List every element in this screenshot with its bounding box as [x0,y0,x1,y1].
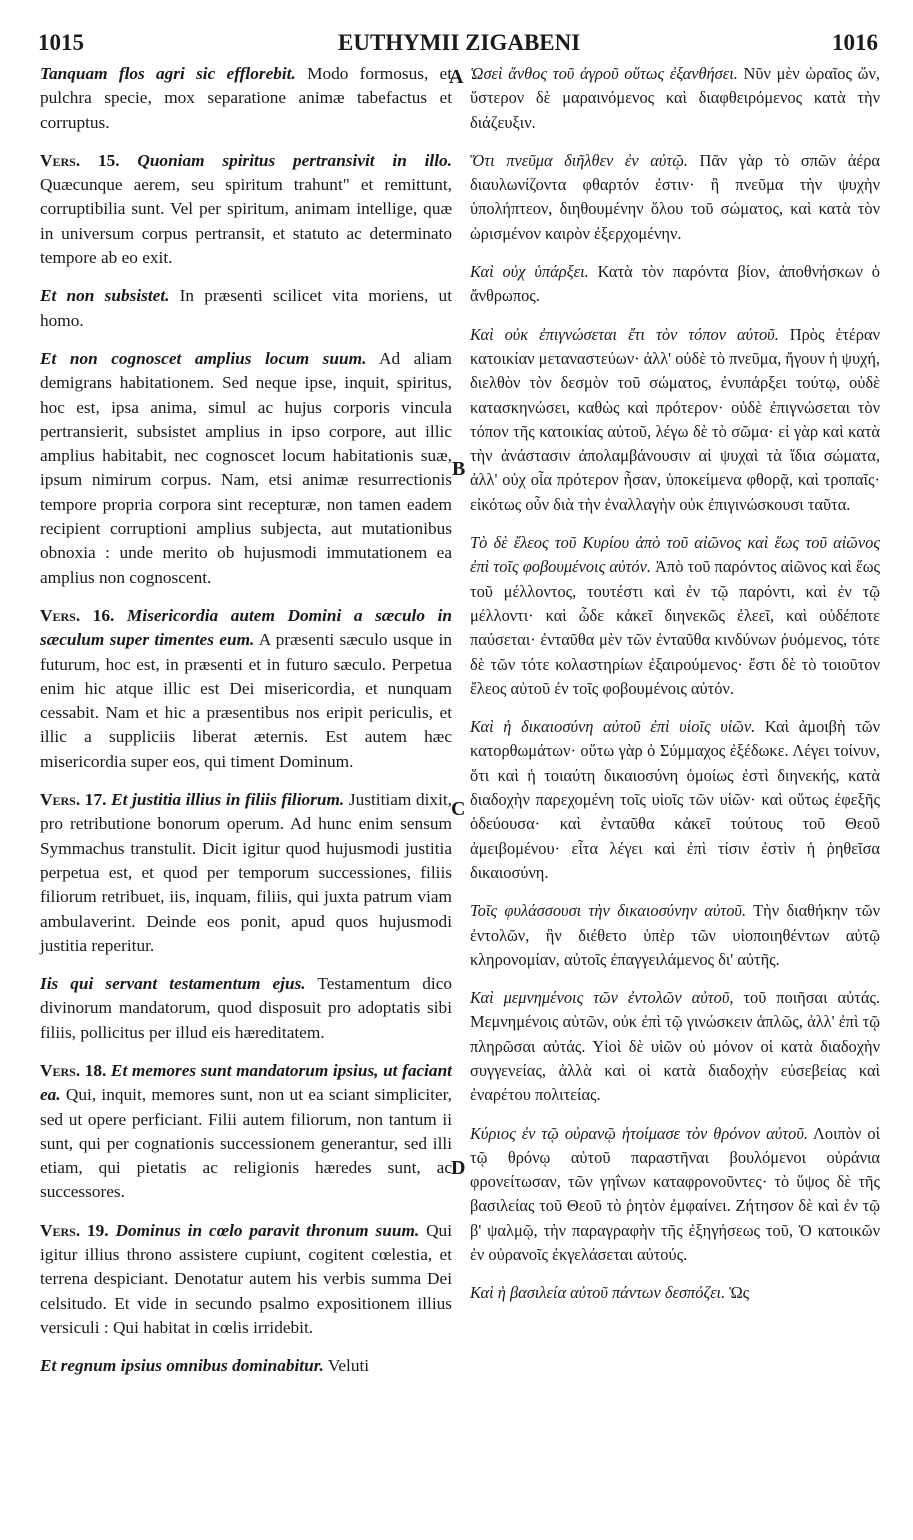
commentary-text: In præsenti scilicet vita moriens, ut homo. [40,286,453,330]
greek-lemma: Κύριος ἐν τῷ οὐρανῷ ἡτοίμασε τὸν θρόνον αὐτοῦ. [470,1123,808,1143]
verse-lemma: Et non cognoscet amplius locum suum. [40,348,367,368]
latin-paragraph [40,149,452,270]
greek-lemma: Τὸ δὲ ἔλεος τοῦ Κυρίου ἀπὸ τοῦ αἰῶνος καὶ ἕως τοῦ αἰῶνος ἐπὶ τοῖς φοβουμένοις αὐτόν. [470,533,880,577]
commentary-text: Testamentum dico divinorum mandatorum, quod disposuit pro adoptatis sibi filiis, pollicitus per illud eis hæreditatem. [40,974,453,1042]
commentary-text: Modo formosus, et pulchra specie, mox separatione animæ tabefactus et corruptus. [40,64,453,132]
paragraph-text [40,788,452,958]
greek-lemma: Καὶ μεμνημένοις τῶν ἐντολῶν αὐτοῦ, [470,988,734,1008]
verse-lemma: Dominus in cœlo paravit thronum suum. [108,1220,420,1240]
greek-commentary-text: Κατὰ τὸν παρόντα βίον, ἀποθνήσκων ὁ ἄνθρωπος. [470,262,880,306]
commentary-text: Ad aliam demigrans habitationem. Sed neque ipse, inquit, spiritus, hoc est, ipsa anima, simul ac hujus corporis vincula pertransierit, subsistet amplius in ipso corpore, aut illic amplius habitabit, nec cognoscet locum habitationis suæ, ipsum nimirum corpus. Nam, etsi animæ resurrectionis tempore propria corpora sint recepturæ, non tamen eadem recipient corruptioni amplius subjecta, aut mutationibus obnoxia : unde merito ob hujusmodi immutationem ea amplius non cognoscent. [40,348,452,587]
greek-lemma: Καὶ οὐχ ὑπάρξει. [470,262,589,282]
greek-column [470,62,880,1320]
greek-commentary-text: Πρὸς ἑτέραν κατοικίαν μεταναστεύων· ἀλλ' οὐδὲ τὸ πνεῦμα, ἤγουν ἡ ψυχή, διελθὸν τὸν δεσμὸν τοῦ σώματος, ἐνυπάρξει τούτῳ, οὐδὲ κατασκηνώσει, καθὼς καὶ πρότερον· οὐδὲ ἐπιγνώσεται τὸν τόπον τῆς κατοικίας αὐτοῦ, λέγω δὲ τὸ σῶμα· εἰ γὰρ καὶ κατὰ τὴν ἀνάστασιν ἀπολαμβάνουσιν αἱ ψυχαὶ τὰ ἴδια σώματα, ἀλλ' οὐχ οἷα πρότερον ἦσαν, ὑποκείμενα φθορᾷ, καὶ τροπαῖς· εἰκότως οὖν διὰ τὴν ἐναλλαγὴν οὐκ ἐπιγινώσκουσι ταῦτα. [470,324,880,514]
commentary-text: Veluti [323,1356,370,1376]
paragraph-text [40,347,452,590]
paragraph-text [40,284,452,333]
paragraph-text [470,899,880,972]
page-number-right: 1016 [832,30,878,55]
latin-paragraph [40,788,452,958]
margin-letter-d: D [451,1157,466,1179]
latin-paragraph [40,62,452,135]
paragraph-text [40,1219,452,1340]
greek-paragraph [470,986,880,1107]
paragraph-text [40,972,452,1045]
paragraph-text [40,1354,452,1378]
margin-letter-b: B [452,458,466,480]
paragraph-text [470,715,880,885]
latin-paragraph [40,1219,452,1340]
paragraph-text [470,260,880,309]
commentary-text: Justitiam dixit, pro retributione bonorum operum. Ad hunc enim sensum Symmachus transtulit. Dicit igitur quod hujusmodi justitia perpetua est, et quod per temporum successiones, filiis filiorum retribuet, iis, inquam, filiis, qui juxta patrum viam ambulaverint. Deinde eos ponit, apud quos hujusmodi justitia reperitur. [40,790,452,955]
verse-lemma: Et regnum ipsius omnibus dominabitur. [40,1356,324,1376]
paragraph-text [40,149,452,270]
greek-paragraph [470,531,880,701]
paragraph-text [470,1122,880,1268]
commentary-text: A præsenti sæculo usque in futurum, hoc est, in præsenti et in futuro sæculo. Perpetua enim hic atque illic est Dei misericordia, et nunquam cessabit. Nam et hic a præsentibus nos eripit periculis, et illic a suppliciis liberat æternis. Est autem hæc misericordia super eos, qui timent Dominum. [40,630,452,771]
greek-lemma: Καὶ ἡ δικαιοσύνη αὐτοῦ ἐπὶ υἱοῖς υἱῶν. [470,717,756,737]
greek-commentary-text: Τὴν διαθήκην τῶν ἐντολῶν, ἣν διέθετο ὑπὲρ τῶν υἱοποιηθέντων αὐτῷ κληρονομίαν, αὐτοῖς ἐπαγγειλάμενος δι' αὐτῆς. [470,901,880,969]
greek-commentary-text: Ὡς [725,1283,750,1303]
paragraph-text [40,62,452,135]
greek-commentary-text: Λοιπὸν οἱ τῷ θρόνῳ αὐτοῦ παραστῆναι βουλόμενοι οὐράνια φρονείτωσαν, τῶν γηΐνων καταφρονοῦντες· τὸ ὕψος δὲ τῆς βασιλείας τοῦ Θεοῦ τὸ ῥητὸν ἐμφαίνει. Ζήτησον δὲ καὶ ἐν τῷ β' ψαλμῷ, τὴν παραγραφὴν τῆς ἐξηγήσεως τοῦ, Ὁ κατοικῶν ἐν οὐρανοῖς ἐκγελάσεται αὐτούς. [470,1123,880,1265]
greek-lemma: Καὶ ἡ βασιλεία αὐτοῦ πάντων δεσπόζει. [470,1283,726,1303]
greek-lemma: Ὅτι πνεῦμα διῆλθεν ἐν αὐτῷ. [470,150,688,170]
paragraph-text [470,1281,880,1305]
latin-column [40,62,452,1393]
greek-paragraph [470,1281,880,1305]
verse-number: Vers. 19. [40,1220,109,1240]
greek-paragraph [470,323,880,517]
commentary-text: Qui, inquit, memores sunt, non ut ea sciant simpliciter, sed ut opere perficiant. Filii autem filiorum, non tantum ii sunt, qui per cognationis successionem generantur, sed illi etiam, qui pietatis ac religionis hæredes sunt, ac successores. [40,1085,452,1202]
running-title: EUTHYMII ZIGABENI [338,30,581,55]
verse-lemma: Et memores sunt mandatorum ipsius, ut faciant ea. [40,1060,452,1105]
greek-lemma: Τοῖς φυλάσσουσι τὴν δικαιοσύνην αὐτοῦ. [470,901,747,921]
paragraph-text [40,1059,452,1205]
commentary-text: Qui igitur illius throno assistere cupiunt, cogitent cœlestia, et terrena despiciant. Denotatur autem his verbis summa Dei celsitudo. Et vide in secundo psalmo expositionem illius versiculi : Qui habitat in cœlis irridebit. [40,1220,452,1337]
latin-paragraph [40,972,452,1045]
greek-paragraph [470,62,880,135]
greek-commentary-text: τοῦ ποιῆσαι αὐτάς. Μεμνημένοις αὐτῶν, οὐκ ἐπὶ τῷ γινώσκειν ἁπλῶς, ἀλλ' ἐπὶ τῷ πληρῶσαι αὐτάς. Υἱοὶ δὲ υἱῶν οὐ μόνον οἱ κατὰ διαδοχὴν συγγενείας, ἀλλὰ καὶ οἱ κατὰ διαδοχὴν εὐσεβείας καὶ ἐναρέτου πολιτείας. [470,988,880,1105]
latin-paragraph [40,604,452,774]
latin-paragraph [40,1354,452,1378]
greek-paragraph [470,149,880,246]
latin-paragraph [40,347,452,590]
greek-paragraph [470,260,880,309]
paragraph-text [470,149,880,246]
verse-lemma: Misericordia autem Domini a sæculo in sæculum super timentes eum. [40,605,452,650]
greek-lemma: Καὶ οὐκ ἐπιγνώσεται ἔτι τὸν τόπον αὐτοῦ. [470,324,779,344]
paragraph-text [470,62,880,135]
paragraph-text [470,986,880,1107]
page-number-left: 1015 [38,30,84,55]
greek-paragraph [470,1122,880,1268]
paragraph-text [40,604,452,774]
verse-number: Vers. 17. [40,790,107,810]
margin-letter-c: C [451,798,466,820]
verse-lemma: Et non subsistet. [40,286,170,306]
greek-commentary-text: Καὶ ἀμοιβὴ τῶν κατορθωμάτων· οὕτω γὰρ ὁ Σύμμαχος ἐξέδωκε. Λέγει τοίνυν, ὅτι καὶ ἡ τοιαύτη δικαιοσύνη ὁμοίως ἐστὶ διηνεκής, κατὰ διαδοχὴν παρεχομένη τοῖς υἱοῖς τῶν υἱῶν· καὶ οὕτως ἐφεξῆς ὁδεύουσα· καὶ ἐνταῦθα κἀκεῖ τούτους τοῦ Θεοῦ ἀμειβομένου· εἶτα λέγει καὶ ἐπὶ τίσιν ἐστὶν ἡ ῥηθεῖσα δικαιοσύνη. [470,717,880,882]
latin-paragraph [40,284,452,333]
commentary-text: Quæcunque aerem, seu spiritum trahunt" et remittunt, corruptibilia sunt. Vel per spiritum, animam intellige, quæ in universum corpus pertransit, et statuto ac determinato tempore ab eo exit. [40,175,452,268]
margin-letter-a: A [449,66,464,88]
verse-lemma: Quoniam spiritus pertransivit in illo. [119,150,452,170]
verse-number: Vers. 15. [40,150,120,170]
latin-paragraph [40,1059,452,1205]
verse-lemma: Et justitia illius in filiis filiorum. [106,790,345,810]
paragraph-text [470,323,880,517]
greek-lemma: Ὡσεὶ ἄνθος τοῦ ἀγροῦ οὕτως ἐξανθήσει. [470,64,738,83]
verse-lemma: Tanquam flos agri sic efflorebit. [40,64,296,83]
greek-commentary-text: Πᾶν γὰρ τὸ σπῶν ἀέρα διαυλωνίζοντα φθαρτόν ἐστιν· ἢ πνεῦμα τὴν ψυχὴν ὑπολήπτεον, διηθουμένην ὅλου τοῦ σώματος, καὶ κατὰ τὸν ὡρισμένον καιρὸν ἐξερχομένην. [470,150,880,243]
greek-paragraph [470,899,880,972]
paragraph-text [470,531,880,701]
greek-commentary-text: Ἀπὸ τοῦ παρόντος αἰῶνος καὶ ἕως τοῦ μέλλοντος, τουτέστι καὶ ἐν τῷ παρόντι, καὶ ἐν τῷ μέλλοντι· καὶ ὧδε κἀκεῖ διηνεκῶς ἐλεεῖ, καὶ οὐδέποτε παύσεται· ἐνταῦθα μὲν τῶν ἐνταῦθα κινδύνων ῥυόμενος, τότε δὲ τῶν τότε κολαστηρίων ἐξαιρούμενος· ἔστι δὲ τὸ τοιοῦτον ἔλεος αὐτοῦ ἐν τοῖς φοβουμένοις αὐτόν. [470,557,880,698]
verse-number: Vers. 18. [40,1060,107,1080]
greek-commentary-text: Νῦν μὲν ὡραῖος ὤν, ὕστερον δὲ μαραινόμενος καὶ διαφθειρόμενος κατὰ τὴν διάζευξιν. [470,64,880,132]
verse-number: Vers. 16. [40,605,115,625]
page-header [38,30,878,60]
verse-lemma: Iis qui servant testamentum ejus. [40,974,306,994]
greek-paragraph [470,715,880,885]
